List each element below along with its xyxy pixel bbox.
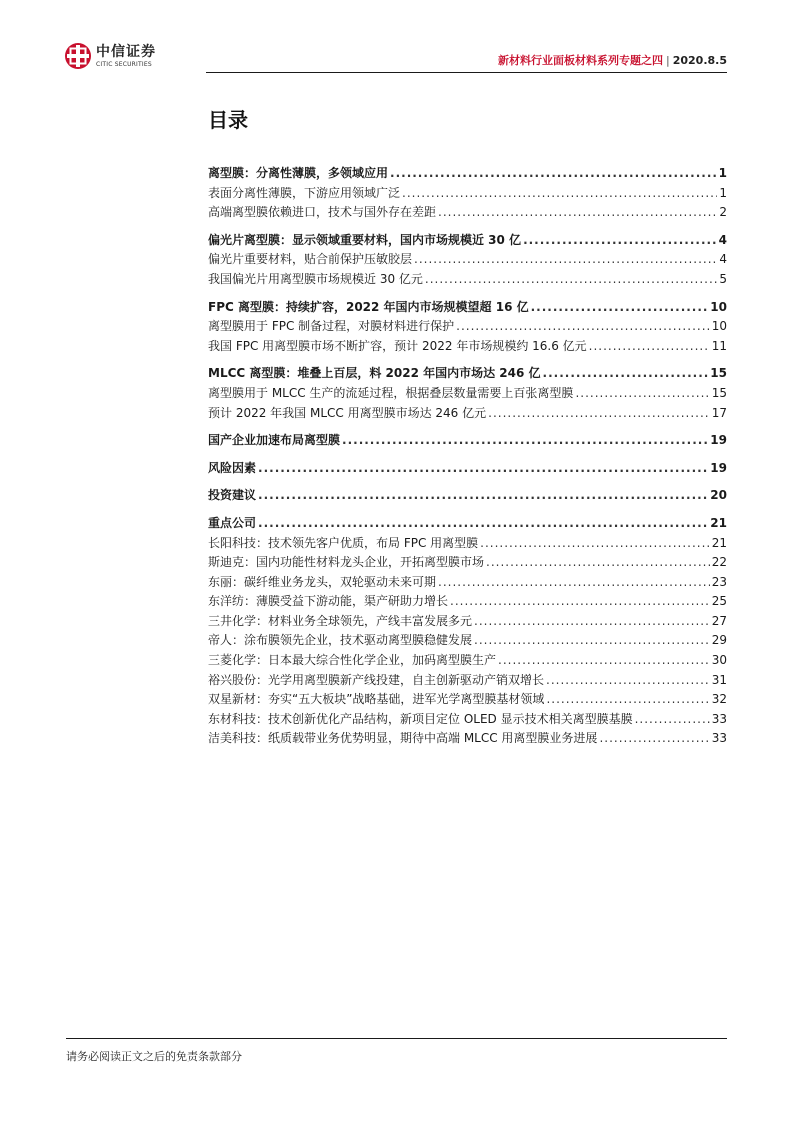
- toc-dot-leader: [486, 555, 710, 569]
- toc-page-number: 22: [711, 555, 727, 570]
- toc-entry-title: 国产企业加速布局离型膜: [208, 433, 341, 448]
- toc-subsection-entry[interactable]: [208, 631, 727, 651]
- toc-page-number: 32: [711, 692, 727, 707]
- toc-entry-title: 裕兴股份：光学用离型膜新产线投建，自主创新驱动产销双增长: [208, 672, 545, 687]
- toc-dot-leader: [456, 319, 710, 333]
- toc-group-gap: [208, 223, 727, 231]
- toc-section-entry[interactable]: [208, 231, 727, 251]
- toc-page-number: 1: [718, 166, 727, 180]
- toc-page-number: 15: [710, 366, 727, 381]
- toc-page-number: 19: [710, 433, 727, 448]
- toc-page-number: 25: [711, 594, 727, 609]
- footer-disclaimer: 请务必阅读正文之后的免责条款部分: [66, 1050, 242, 1063]
- toc-subsection-entry[interactable]: [208, 534, 727, 554]
- toc-subsection-entry[interactable]: [208, 317, 727, 337]
- toc-dot-leader: [390, 166, 717, 180]
- toc-subsection-entry[interactable]: [208, 612, 727, 632]
- toc-page-number: 2: [719, 205, 727, 220]
- toc-entry-title: 洁美科技：纸质载带业务优势明显，期待中高端 MLCC 用离型膜业务进展: [208, 731, 598, 746]
- report-date: 2020.8.5: [672, 54, 727, 67]
- toc-subsection-entry[interactable]: [208, 729, 727, 749]
- toc-entry-title: 长阳科技：技术领先客户优质，布局 FPC 用离型膜: [208, 535, 479, 550]
- toc-subsection-entry[interactable]: [208, 573, 727, 593]
- toc-page-number: 27: [711, 613, 727, 628]
- toc-subsection-entry[interactable]: [208, 690, 727, 710]
- toc-subsection-entry[interactable]: [208, 651, 727, 671]
- toc-subsection-entry[interactable]: [208, 384, 727, 404]
- toc-page-number: 4: [718, 232, 727, 247]
- toc-dot-leader: [258, 516, 708, 530]
- toc-dot-leader: [546, 692, 709, 706]
- toc-dot-leader: [425, 272, 717, 286]
- toc-dot-leader: [402, 186, 717, 200]
- toc-dot-leader: [523, 233, 717, 247]
- toc-dot-leader: [575, 386, 709, 400]
- toc-page-number: 21: [711, 535, 727, 550]
- toc-entry-title: 三井化学：材料业务全球领先，产线丰富发展多元: [208, 613, 473, 628]
- toc-entry-title: 斯迪克：国内功能性材料龙头企业，开拓离型膜市场: [208, 555, 485, 570]
- toc-entry-title: 偏光片重要材料，贴合前保护压敏胶层: [208, 252, 413, 267]
- toc-entry-title: 帝人：涂布膜领先企业，技术驱动离型膜稳健发展: [208, 633, 473, 648]
- toc-page-number: 31: [711, 672, 727, 687]
- toc-dot-leader: [589, 339, 710, 353]
- toc-entry-title: 我国 FPC 用离型膜市场不断扩容，预计 2022 年市场规模约 16.6 亿元: [208, 338, 587, 353]
- toc-entry-title: 东材科技：技术创新优化产品结构，新项目定位 OLED 显示技术相关离型膜基膜: [208, 711, 633, 726]
- toc-dot-leader: [438, 575, 710, 589]
- header-separator: |: [666, 54, 670, 67]
- toc-group-gap: [208, 506, 727, 514]
- report-series-title: 新材料行业面板材料系列专题之四: [498, 54, 663, 67]
- toc-dot-leader: [498, 653, 710, 667]
- toc-page-number: 33: [711, 731, 727, 746]
- toc-section-entry[interactable]: [208, 459, 727, 479]
- toc-group-gap: [208, 478, 727, 486]
- toc-title: 目录: [208, 108, 248, 132]
- toc-section-entry[interactable]: [208, 514, 727, 534]
- toc-subsection-entry[interactable]: [208, 404, 727, 424]
- toc-entry-title: 高端离型膜依赖进口，技术与国外存在差距: [208, 205, 437, 220]
- citic-logo-icon: [64, 42, 92, 70]
- toc-entry-title: 东丽：碳纤维业务龙头，双轮驱动未来可期: [208, 574, 437, 589]
- toc-subsection-entry[interactable]: [208, 184, 727, 204]
- toc-subsection-entry[interactable]: [208, 250, 727, 270]
- toc-dot-leader: [599, 731, 709, 745]
- citic-logo: [64, 41, 174, 71]
- toc-entry-title: 离型膜用于 FPC 制备过程，对膜材料进行保护: [208, 319, 455, 334]
- toc-subsection-entry[interactable]: [208, 553, 727, 573]
- toc-group-gap: [208, 451, 727, 459]
- toc-group-gap: [208, 290, 727, 298]
- toc-subsection-entry[interactable]: [208, 710, 727, 730]
- toc-subsection-entry[interactable]: [208, 270, 727, 290]
- toc-entry-title: 双星新材：夯实“五大板块”战略基础，进军光学离型膜基材领域: [208, 692, 545, 707]
- toc-subsection-entry[interactable]: [208, 337, 727, 357]
- toc-entry-title: 风险因素: [208, 460, 257, 475]
- toc-entry-title: 离型膜：分离性薄膜，多领域应用: [208, 166, 389, 180]
- toc-page-number: 29: [711, 633, 727, 648]
- toc-dot-leader: [543, 366, 709, 380]
- toc-entry-title: 我国偏光片用离型膜市场规模近 30 亿元: [208, 271, 423, 286]
- toc-subsection-entry[interactable]: [208, 203, 727, 223]
- toc-dot-leader: [474, 614, 710, 628]
- toc-page-number: 5: [719, 271, 727, 286]
- toc-page-number: 10: [711, 319, 727, 334]
- toc-section-entry[interactable]: [208, 431, 727, 451]
- report-header: [498, 52, 727, 68]
- toc-group-gap: [208, 423, 727, 431]
- toc-group-gap: [208, 356, 727, 364]
- toc-subsection-entry[interactable]: [208, 671, 727, 691]
- logo-english-name: CITIC SECURITIES: [96, 60, 152, 68]
- toc-dot-leader: [488, 406, 710, 420]
- toc-page-number: 10: [710, 299, 727, 314]
- toc-entry-title: 预计 2022 年我国 MLCC 用离型膜市场达 246 亿元: [208, 405, 487, 420]
- toc-page-number: 4: [719, 252, 727, 267]
- toc-entry-title: FPC 离型膜：持续扩容，2022 年国内市场规模望超 16 亿: [208, 299, 529, 314]
- toc-section-entry[interactable]: [208, 364, 727, 384]
- toc-page-number: 11: [711, 338, 727, 353]
- toc-entry-title: 东洋纺：薄膜受益下游动能，渠产研助力增长: [208, 594, 449, 609]
- toc-dot-leader: [546, 673, 710, 687]
- toc-page-number: 30: [711, 653, 727, 668]
- table-of-contents: [208, 164, 727, 749]
- toc-page-number: 17: [711, 405, 727, 420]
- toc-entry-title: 三菱化学：日本最大综合性化学企业，加码离型膜生产: [208, 653, 497, 668]
- toc-entry-title: 离型膜用于 MLCC 生产的流延过程，根据叠层数量需要上百张离型膜: [208, 385, 574, 400]
- footer-divider: [66, 1038, 727, 1039]
- toc-entry-title: 表面分离性薄膜，下游应用领域广泛: [208, 185, 401, 200]
- toc-entry-title: 重点公司: [208, 515, 257, 530]
- toc-dot-leader: [258, 461, 708, 475]
- header-divider: [206, 72, 727, 73]
- toc-entry-title: MLCC 离型膜：堆叠上百层，料 2022 年国内市场达 246 亿: [208, 366, 541, 381]
- toc-page-number: 1: [719, 185, 727, 200]
- toc-entry-title: 偏光片离型膜：显示领域重要材料，国内市场规模近 30 亿: [208, 232, 522, 247]
- toc-dot-leader: [480, 536, 710, 550]
- toc-dot-leader: [438, 205, 717, 219]
- toc-section-entry[interactable]: [208, 298, 727, 318]
- toc-dot-leader: [635, 712, 710, 726]
- toc-dot-leader: [474, 633, 710, 647]
- toc-entry-title: 投资建议: [208, 488, 257, 503]
- toc-page-number: 21: [710, 515, 727, 530]
- toc-page-number: 15: [711, 385, 727, 400]
- logo-chinese-name: 中信证券: [96, 43, 156, 60]
- toc-dot-leader: [342, 433, 708, 447]
- toc-section-entry[interactable]: [208, 486, 727, 506]
- toc-dot-leader: [258, 488, 708, 502]
- toc-dot-leader: [414, 252, 717, 266]
- toc-dot-leader: [450, 594, 710, 608]
- toc-page-number: 33: [711, 711, 727, 726]
- toc-section-entry[interactable]: [208, 164, 727, 184]
- toc-dot-leader: [531, 300, 709, 314]
- toc-subsection-entry[interactable]: [208, 592, 727, 612]
- toc-page-number: 23: [711, 574, 727, 589]
- toc-page-number: 20: [710, 488, 727, 503]
- toc-page-number: 19: [710, 460, 727, 475]
